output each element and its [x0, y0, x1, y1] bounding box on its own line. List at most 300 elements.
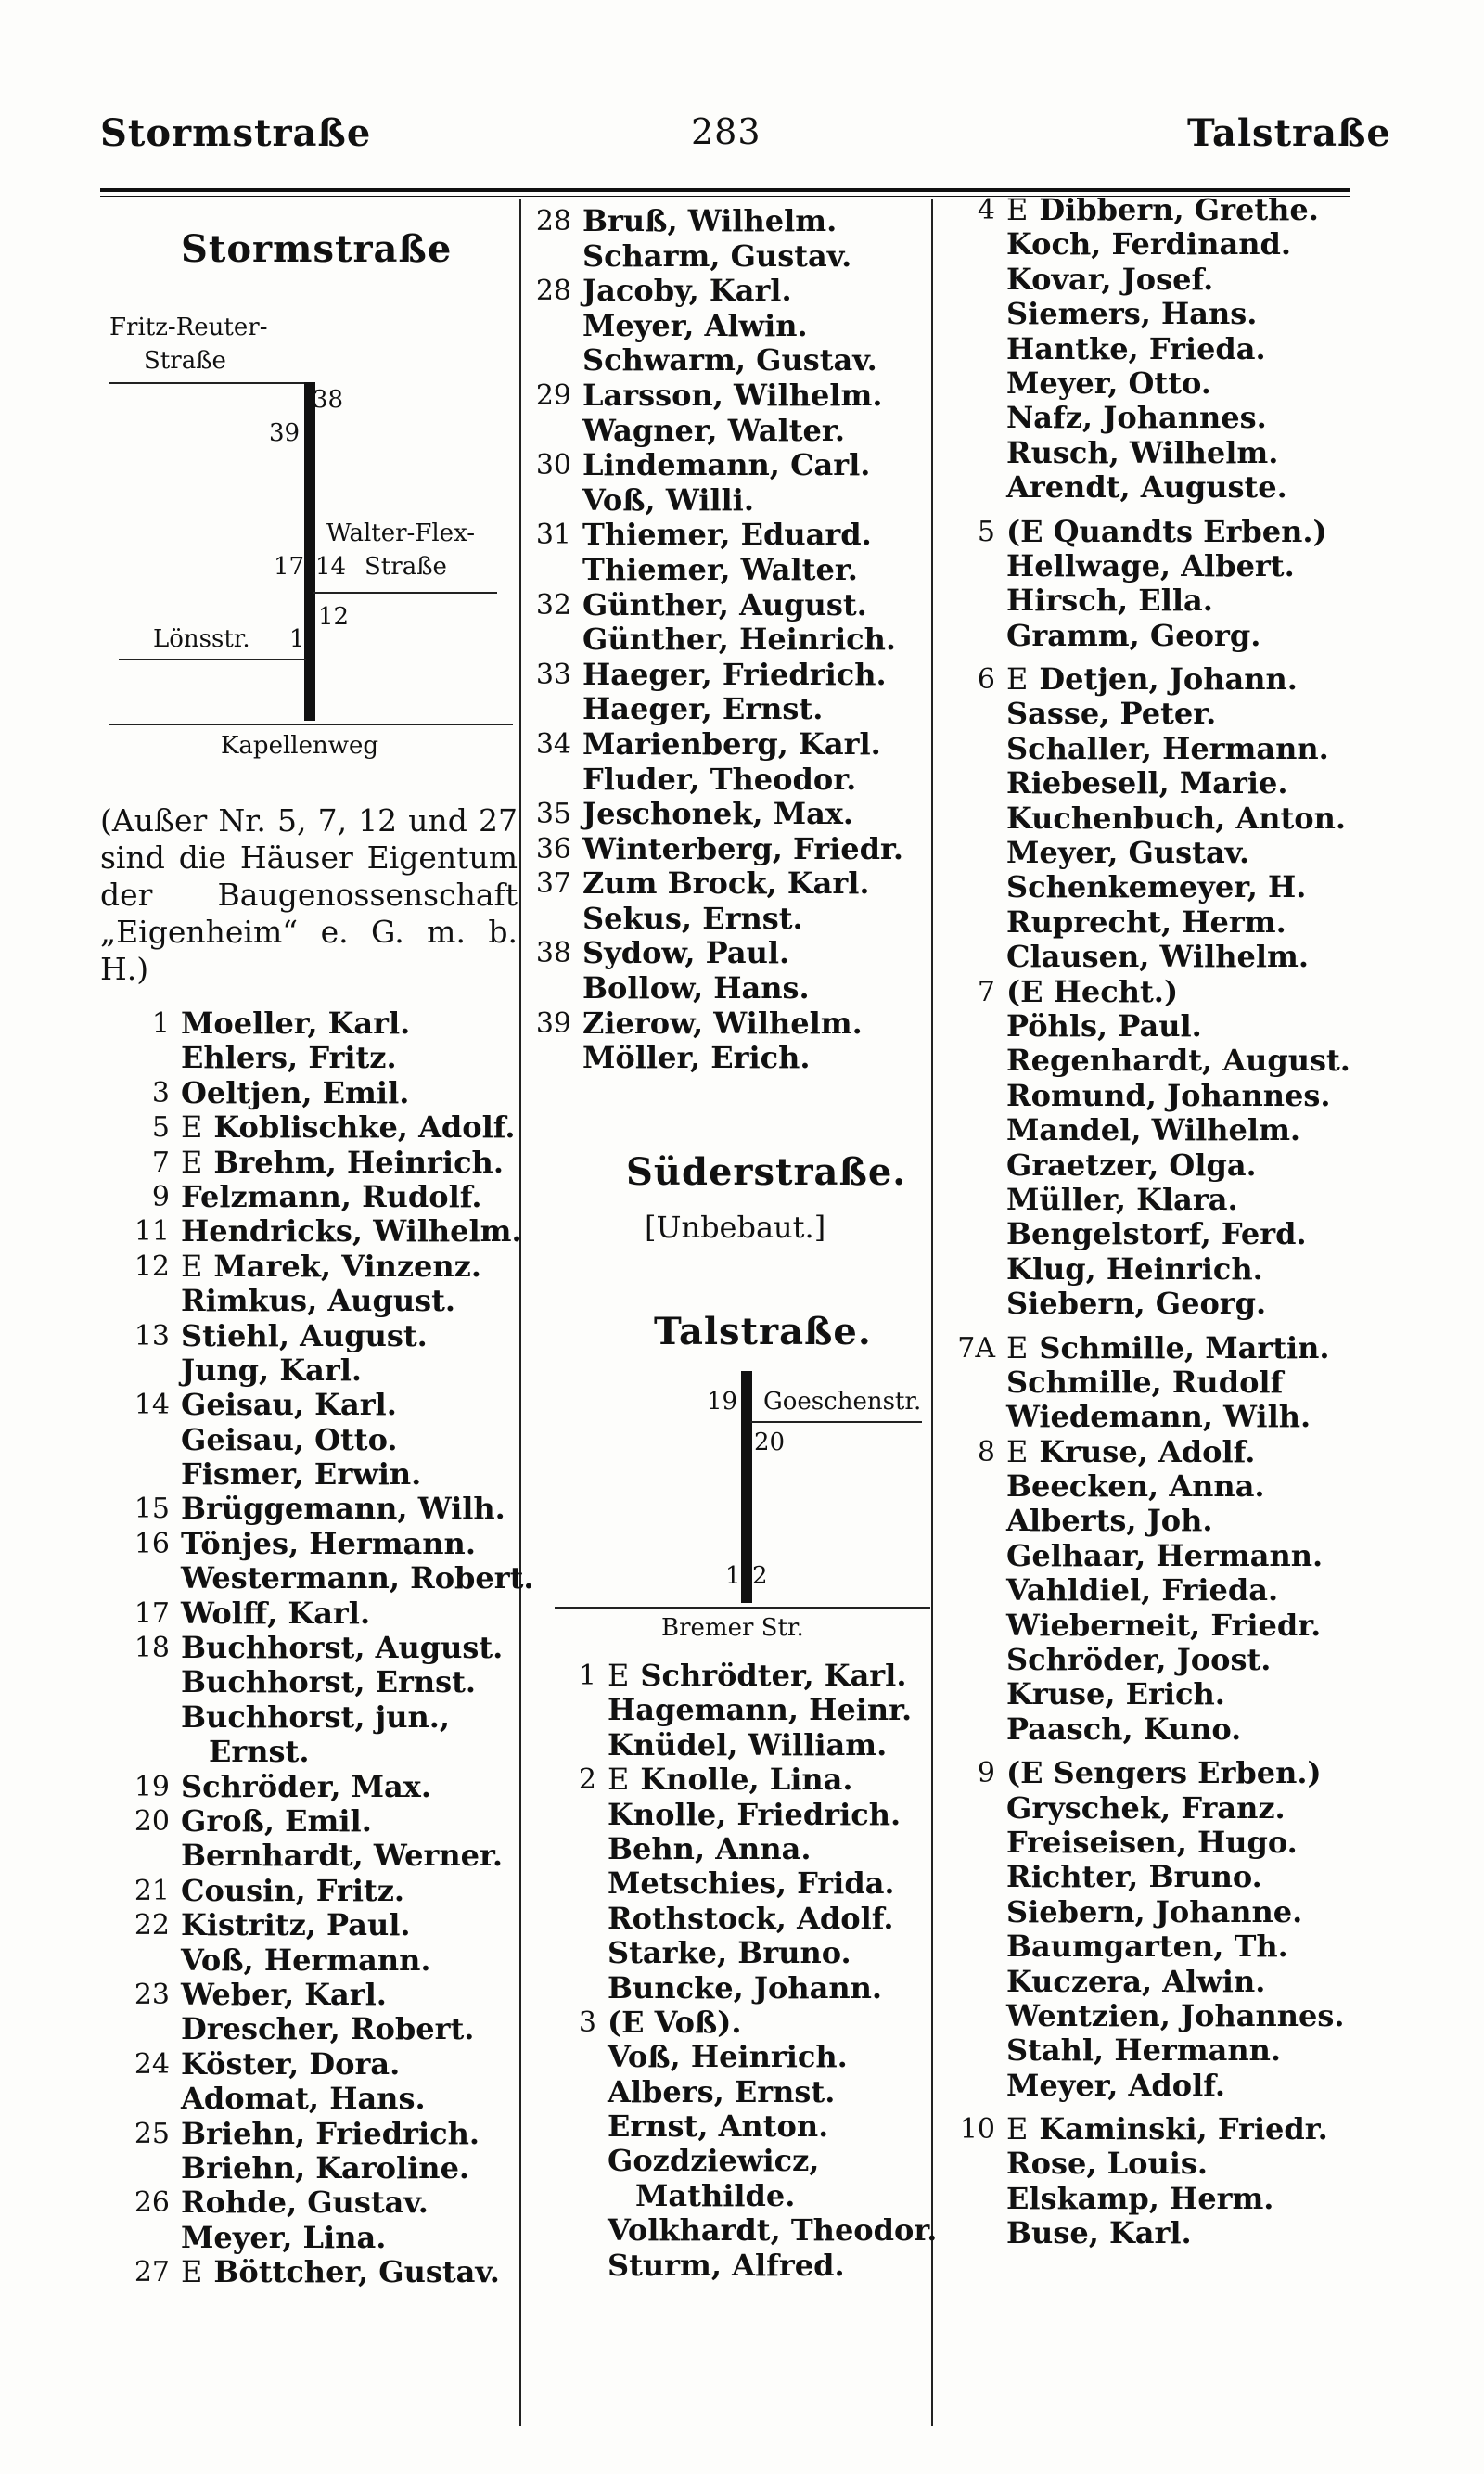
resident-name: Schmille, Martin.	[1039, 1329, 1330, 1365]
resident-entry	[535, 1005, 903, 1042]
house-number: 17	[134, 1596, 170, 1630]
resident-name: Fismer, Erwin.	[181, 1456, 422, 1493]
resident-entry	[582, 763, 903, 798]
resident-entry	[181, 1665, 534, 1699]
resident-name: Detjen, Johann.	[1039, 661, 1298, 698]
resident-entry	[582, 343, 903, 378]
resident-name: Koch, Ferdinand.	[1006, 226, 1291, 263]
house-number: 13	[134, 1319, 170, 1352]
resident-name: Kistritz, Paul.	[181, 1907, 411, 1943]
resident-name: Dibbern, Grethe.	[1039, 192, 1319, 227]
storm-residents-list-continued	[535, 203, 904, 1076]
resident-name: Meyer, Otto.	[1006, 365, 1211, 401]
resident-entry	[181, 1561, 534, 1596]
resident-entry	[1006, 1929, 1350, 1964]
house-number: 9	[977, 1757, 995, 1790]
resident-entry	[1006, 2147, 1350, 2181]
resident-name: Kruse, Erich.	[1006, 1676, 1225, 1712]
map-line-kapellenweg	[109, 724, 513, 725]
resident-entry	[134, 1976, 534, 2012]
resident-entry	[134, 1248, 534, 1284]
resident-entry	[181, 1735, 534, 1769]
resident-name: Meyer, Lina.	[181, 2219, 387, 2255]
house-number: 3	[151, 1076, 170, 1109]
resident-entry	[535, 656, 903, 693]
resident-entry	[535, 273, 903, 309]
resident-name: Wieberneit, Friedr.	[1006, 1607, 1322, 1643]
resident-name: Arendt, Auguste.	[1006, 469, 1287, 506]
house-number: 6	[977, 663, 995, 697]
resident-entry	[1006, 583, 1350, 618]
resident-entry	[1006, 1287, 1350, 1321]
map-number-1: 1	[289, 625, 305, 653]
resident-entry	[1006, 1217, 1350, 1251]
resident-entry	[181, 1041, 534, 1075]
resident-entry	[151, 1074, 534, 1110]
resident-entry	[535, 865, 903, 902]
street-title-storm: Stormstraße	[181, 227, 453, 271]
map-number-39: 39	[269, 419, 301, 447]
resident-entry	[608, 2179, 937, 2213]
resident-name: Volkhardt, Theodor.	[608, 2212, 938, 2249]
resident-name: Wentzien, Johannes.	[1006, 1997, 1345, 2033]
resident-entry	[1006, 1044, 1350, 1078]
resident-entry	[578, 1658, 937, 1693]
resident-name: Schröder, Joost.	[1006, 1642, 1272, 1678]
resident-entry	[608, 1866, 937, 1901]
resident-entry	[535, 517, 903, 553]
resident-entry	[1006, 2069, 1350, 2103]
resident-name: Drescher, Robert.	[181, 2011, 475, 2047]
resident-name: Regenhardt, August.	[1006, 1043, 1350, 1079]
tal-map-number-19: 19	[707, 1388, 738, 1416]
resident-entry	[1006, 1712, 1350, 1747]
resident-entry	[535, 203, 903, 239]
resident-name: Günther, Heinrich.	[582, 622, 896, 658]
resident-entry	[1006, 1183, 1350, 1217]
resident-entry	[1006, 1079, 1350, 1113]
resident-name: Gelhaar, Hermann.	[1006, 1537, 1324, 1573]
resident-entry	[181, 2151, 534, 2186]
resident-name: Briehn, Friedrich.	[181, 2115, 480, 2151]
resident-name: Meyer, Alwin.	[582, 307, 808, 343]
resident-entry	[1006, 401, 1350, 435]
resident-name: Kruse, Adolf.	[1039, 1433, 1256, 1469]
resident-name: Knolle, Lina.	[640, 1762, 853, 1798]
resident-name: Geisau, Otto.	[181, 1421, 398, 1457]
resident-entry	[151, 1178, 534, 1214]
resident-name: Siemers, Hans.	[1006, 296, 1258, 332]
resident-name: Gryschek, Franz.	[1006, 1789, 1286, 1826]
resident-name: Buse, Karl.	[1006, 2215, 1192, 2251]
resident-name: Schmille, Rudolf	[1006, 1364, 1284, 1400]
map-label-fritz-reuter-1: Fritz-Reuter-	[109, 314, 268, 341]
resident-name: Felzmann, Rudolf.	[181, 1178, 482, 1214]
resident-name: Paasch, Kuno.	[1006, 1711, 1242, 1747]
resident-name: Larsson, Wilhelm.	[582, 377, 883, 413]
resident-name: Nafz, Johannes.	[1006, 400, 1267, 436]
resident-entry	[1006, 732, 1350, 766]
resident-name: Müller, Klara.	[1006, 1181, 1238, 1217]
page-number: 283	[691, 111, 761, 152]
resident-entry	[134, 2185, 534, 2221]
resident-name: Adomat, Hans.	[181, 2081, 426, 2117]
resident-name: Rose, Louis.	[1006, 2146, 1209, 2182]
resident-name: Jacoby, Karl.	[582, 273, 792, 309]
resident-name: Buchhorst, August.	[181, 1630, 504, 1666]
tal-map-line-bremer	[555, 1607, 930, 1609]
resident-entry	[535, 586, 903, 623]
resident-entry	[582, 414, 903, 449]
house-number: 24	[134, 2047, 170, 2081]
owner-marker: E	[181, 2254, 203, 2290]
resident-name: Siebern, Johanne.	[1006, 1893, 1303, 1929]
map-label-loens: Lönsstr.	[153, 625, 250, 653]
tal-map-label-goeschen: Goeschenstr.	[763, 1388, 922, 1416]
resident-name: Gozdziewicz,	[608, 2143, 820, 2179]
resident-name: Haeger, Friedrich.	[582, 656, 887, 692]
house-number: 29	[535, 378, 571, 412]
house-number: 7	[151, 1146, 170, 1179]
resident-entry	[181, 1457, 534, 1492]
tal-residents-list	[578, 1658, 938, 2283]
resident-name: Voß, Willi.	[582, 481, 754, 518]
resident-entry	[134, 1595, 534, 1631]
resident-name: Moeller, Karl.	[181, 1006, 411, 1041]
resident-entry	[608, 1728, 937, 1763]
resident-name: Bengelstorf, Ferd.	[1006, 1216, 1307, 1252]
resident-entry	[181, 1284, 534, 1318]
resident-name: Möller, Erich.	[582, 1040, 811, 1076]
house-number: 11	[134, 1215, 170, 1249]
resident-name: Ehlers, Fritz.	[181, 1040, 397, 1076]
resident-entry	[535, 830, 904, 867]
resident-entry	[608, 2144, 937, 2178]
resident-name: Richter, Bruno.	[1006, 1859, 1262, 1895]
resident-name: Baumgarten, Th.	[1006, 1929, 1288, 1965]
resident-entry	[1006, 801, 1350, 836]
house-number: 14	[134, 1389, 170, 1422]
resident-name: Buncke, Johann.	[608, 1969, 883, 2006]
resident-entry	[1006, 1609, 1350, 1643]
resident-entry	[1006, 697, 1350, 731]
resident-name: Mathilde.	[635, 2177, 796, 2213]
owner-marker: E	[608, 1762, 630, 1798]
resident-entry	[608, 1902, 937, 1936]
resident-entry	[134, 1872, 534, 1908]
house-number: 39	[535, 1006, 571, 1040]
resident-entry	[1006, 940, 1350, 974]
house-number: 7A	[957, 1331, 995, 1365]
resident-name: Kuchenbuch, Anton.	[1006, 800, 1347, 836]
house-number: 36	[535, 832, 571, 865]
resident-entry	[608, 2040, 937, 2074]
resident-entry	[1006, 1677, 1350, 1711]
resident-name: Stiehl, August.	[181, 1317, 428, 1353]
resident-name: Marienberg, Karl.	[582, 725, 881, 762]
house-number: 12	[134, 1250, 170, 1283]
storm-residents-list	[134, 1006, 534, 2290]
house-number: 3	[578, 2006, 596, 2039]
resident-entry	[1006, 332, 1350, 366]
resident-name: Scharm, Gustav.	[582, 237, 852, 274]
resident-name: Marek, Vinzenz.	[213, 1248, 481, 1284]
resident-entry	[608, 1693, 937, 1727]
map-street-bar	[304, 382, 315, 721]
house-number: 16	[134, 1527, 170, 1560]
resident-name: Koblischke, Adolf.	[213, 1109, 516, 1146]
resident-name: Knüdel, William.	[608, 1726, 888, 1763]
resident-name: Graetzer, Olga.	[1006, 1147, 1257, 1183]
resident-entry	[608, 1936, 937, 1970]
resident-entry	[959, 2111, 1350, 2147]
resident-name: Rothstock, Adolf.	[608, 1900, 894, 1936]
resident-entry	[181, 2082, 534, 2116]
resident-name: Stahl, Hermann.	[1006, 2032, 1282, 2069]
resident-name: Schenkemeyer, H.	[1006, 869, 1307, 905]
house-number: 15	[134, 1493, 170, 1526]
resident-name: Thiemer, Eduard.	[582, 517, 872, 553]
resident-name: Jung, Karl.	[181, 1352, 363, 1388]
resident-name: Metschies, Frida.	[608, 1865, 895, 1902]
resident-name: Sasse, Peter.	[1006, 696, 1217, 732]
resident-name: Zum Brock, Karl.	[582, 865, 870, 902]
resident-name: Voß, Heinrich.	[608, 2039, 848, 2075]
resident-entry	[181, 1700, 534, 1735]
resident-entry	[582, 309, 903, 344]
resident-entry	[977, 973, 1350, 1009]
resident-name: Knolle, Friedrich.	[608, 1796, 902, 1832]
house-number: 31	[535, 519, 571, 552]
resident-name: Beecken, Anna.	[1006, 1468, 1265, 1505]
resident-entry	[535, 377, 903, 414]
resident-entry	[1006, 1895, 1350, 1929]
resident-name: Hirsch, Ella.	[1006, 583, 1213, 619]
map-number-38: 38	[313, 386, 344, 414]
resident-entry	[1006, 1148, 1350, 1183]
resident-name: Sydow, Paul.	[582, 935, 790, 971]
resident-entry	[1006, 1999, 1350, 2033]
resident-name: Rohde, Gustav.	[181, 2185, 429, 2221]
owner-marker: E	[181, 1248, 203, 1284]
resident-entry	[181, 1943, 534, 1978]
resident-entry	[1006, 1469, 1350, 1504]
resident-name: Geisau, Karl.	[181, 1387, 397, 1423]
resident-entry	[134, 2115, 534, 2151]
resident-name: Tönjes, Hermann.	[181, 1525, 476, 1561]
house-number: 4	[977, 194, 995, 226]
resident-entry	[1006, 436, 1350, 470]
map-number-14: 14	[315, 553, 347, 581]
house-number: 22	[134, 1909, 170, 1942]
resident-entry	[181, 1353, 534, 1388]
resident-entry	[134, 2254, 534, 2290]
tal-map-line-goeschen	[750, 1421, 922, 1423]
owner-marker: E	[608, 1658, 630, 1693]
resident-entry	[134, 1630, 534, 1666]
resident-entry	[582, 971, 903, 1006]
house-number: 21	[134, 1874, 170, 1907]
resident-name: Siebern, Georg.	[1006, 1286, 1267, 1322]
resident-entry	[1006, 366, 1350, 401]
resident-name: Rusch, Wilhelm.	[1006, 434, 1279, 470]
resident-entry	[1006, 2033, 1350, 2068]
resident-name: Cousin, Fritz.	[181, 1872, 405, 1908]
resident-name: Ernst, Anton.	[608, 2109, 829, 2145]
resident-entry	[977, 192, 1350, 227]
resident-entry	[1006, 836, 1350, 870]
resident-name: Ruprecht, Herm.	[1006, 904, 1286, 940]
resident-entry	[134, 1317, 534, 1353]
resident-entry	[582, 483, 903, 519]
resident-entry	[134, 1491, 534, 1527]
resident-entry	[134, 1525, 534, 1561]
resident-entry	[1006, 227, 1350, 262]
resident-name: Haeger, Ernst.	[582, 691, 824, 727]
tal-map-number-2: 2	[752, 1562, 768, 1590]
house-number: 10	[959, 2113, 995, 2147]
resident-entry	[1006, 2182, 1350, 2216]
resident-name: Behn, Anna.	[608, 1830, 812, 1866]
resident-name: (E Sengers Erben.)	[1006, 1755, 1322, 1791]
resident-name: Kaminski, Friedr.	[1039, 2111, 1328, 2147]
house-number: 19	[134, 1770, 170, 1803]
resident-entry	[1006, 1860, 1350, 1894]
resident-name: Hendricks, Wilhelm.	[181, 1213, 522, 1250]
house-number: 18	[134, 1632, 170, 1665]
tal-map-label-bremer: Bremer Str.	[661, 1614, 804, 1642]
house-number: 34	[535, 727, 571, 761]
resident-name: Pöhls, Paul.	[1006, 1007, 1202, 1044]
tal-map-number-20: 20	[754, 1429, 786, 1456]
house-number: 1	[578, 1660, 596, 1692]
resident-entry	[181, 1423, 534, 1457]
resident-entry	[535, 447, 903, 483]
map-line-loens	[119, 659, 306, 660]
map-number-12: 12	[318, 603, 350, 631]
resident-name: Wagner, Walter.	[582, 412, 845, 448]
house-number: 1	[151, 1007, 170, 1040]
owner-marker: E	[181, 1109, 203, 1146]
owner-marker: E	[1006, 2111, 1029, 2147]
resident-entry	[1006, 619, 1350, 653]
resident-name: Schrödter, Karl.	[640, 1658, 907, 1693]
house-number: 2	[578, 1763, 596, 1797]
resident-entry	[151, 1006, 534, 1041]
house-number: 20	[134, 1804, 170, 1838]
resident-entry	[1006, 1791, 1350, 1826]
resident-name: Klug, Heinrich.	[1006, 1250, 1263, 1287]
resident-name: Buchhorst, jun.,	[181, 1698, 450, 1735]
resident-entry	[977, 513, 1350, 549]
resident-entry	[1006, 1009, 1350, 1044]
resident-entry	[1006, 870, 1350, 904]
house-number: 26	[134, 2186, 170, 2220]
resident-entry	[1006, 766, 1350, 801]
house-number: 28	[535, 275, 571, 308]
resident-entry	[1006, 263, 1350, 297]
resident-name: Buchhorst, Ernst.	[181, 1664, 477, 1700]
house-number: 8	[977, 1435, 995, 1468]
resident-name: Riebesell, Marie.	[1006, 765, 1288, 801]
resident-name: Meyer, Gustav.	[1006, 835, 1250, 871]
resident-name: Hellwage, Albert.	[1006, 547, 1295, 583]
resident-entry	[1006, 1965, 1350, 1999]
resident-name: Groß, Emil.	[181, 1802, 372, 1839]
resident-name: Lindemann, Carl.	[582, 447, 871, 483]
resident-name: Bernhardt, Werner.	[181, 1838, 504, 1874]
resident-entry	[181, 1839, 534, 1873]
resident-name: Briehn, Karoline.	[181, 2149, 470, 2186]
resident-name: Alberts, Joh.	[1006, 1503, 1213, 1539]
resident-entry	[181, 2012, 534, 2046]
resident-entry	[134, 2045, 534, 2082]
resident-name: Romund, Johannes.	[1006, 1077, 1331, 1113]
resident-entry	[1006, 1113, 1350, 1147]
house-number: 9	[151, 1180, 170, 1213]
resident-name: Thiemer, Walter.	[582, 551, 858, 587]
map-label-fritz-reuter-2: Straße	[144, 347, 226, 375]
owner-marker: E	[1006, 192, 1029, 227]
resident-entry	[1006, 470, 1350, 505]
resident-entry	[608, 1832, 937, 1866]
tal-map-street-bar	[741, 1371, 752, 1603]
resident-entry	[1006, 1826, 1350, 1860]
resident-name: Brehm, Heinrich.	[213, 1144, 504, 1180]
resident-entry	[1006, 1252, 1350, 1287]
resident-name: Kovar, Josef.	[1006, 261, 1214, 297]
resident-name: Köster, Dora.	[181, 2045, 401, 2082]
resident-name: Fluder, Theodor.	[582, 761, 857, 797]
resident-entry	[134, 1387, 534, 1423]
house-number: 5	[151, 1111, 170, 1145]
map-label-walter-flex-2: Straße	[365, 553, 447, 581]
house-number: 23	[134, 1978, 170, 2011]
resident-entry	[977, 1433, 1350, 1469]
resident-name: Oeltjen, Emil.	[181, 1074, 410, 1110]
storm-ownership-note: (Außer Nr. 5, 7, 12 und 27 sind die Häuser Eigentum der Baugenossenschaft „Eigenheim“ e. G. m. b. H.)	[100, 802, 518, 987]
resident-name: Albers, Ernst.	[608, 2073, 836, 2109]
resident-name: Schwarm, Gustav.	[582, 342, 877, 378]
resident-entry	[151, 1109, 534, 1146]
resident-name: Vahldiel, Frieda.	[1006, 1572, 1279, 1609]
house-number: 32	[535, 588, 571, 622]
resident-entry	[134, 1213, 534, 1250]
resident-entry	[578, 1762, 937, 1798]
house-number: 37	[535, 867, 571, 901]
resident-entry	[608, 1971, 937, 2006]
resident-name: Bollow, Hans.	[582, 970, 810, 1006]
owner-marker: E	[1006, 1433, 1029, 1469]
owner-marker: E	[1006, 661, 1029, 698]
resident-entry	[977, 1755, 1350, 1791]
resident-name: Jeschonek, Max.	[582, 796, 854, 832]
resident-name: Starke, Bruno.	[608, 1935, 851, 1971]
resident-name: Rimkus, August.	[181, 1283, 456, 1319]
resident-entry	[535, 725, 903, 763]
resident-entry	[1006, 2216, 1350, 2250]
resident-name: Kuczera, Alwin.	[1006, 1963, 1266, 1999]
resident-entry	[608, 2075, 937, 2109]
resident-name: Ernst.	[209, 1734, 310, 1770]
resident-entry	[1006, 1539, 1350, 1573]
resident-name: Böttcher, Gustav.	[213, 2254, 500, 2290]
map-line-walter-flex	[313, 592, 497, 594]
resident-entry	[582, 622, 903, 658]
resident-entry	[1006, 297, 1350, 331]
resident-name: (E Voß).	[608, 2004, 742, 2040]
resident-entry	[608, 2109, 937, 2144]
